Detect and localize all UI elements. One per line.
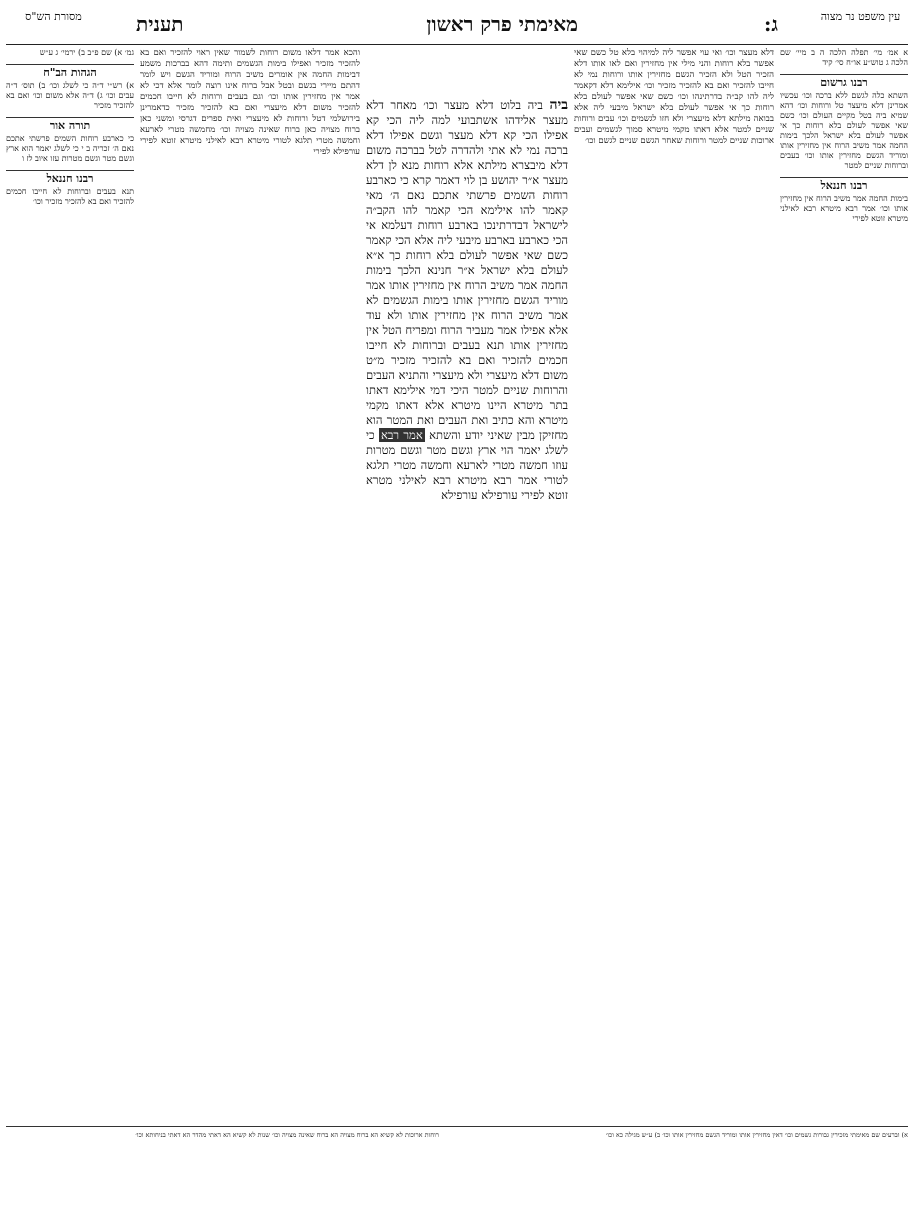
ein-mishpat-label: עין משפט נר מצוה [820,10,901,23]
center-block [140,48,774,1118]
perek-title: מאימתי פרק ראשון [426,12,578,36]
hagahot-habach-text: א) רש״י ד״ה כי לשלג וכו׳ ב) תוס׳ ד״ה עבים וכו׳ ג) ד״ה אלא משום וכו׳ ואם בא להזכיר מזכיר [6,81,134,110]
right-margin [780,48,908,1118]
rabbenu-gershom-title: רבנו גרשום [780,74,908,88]
ein-mishpat-text: א אמ׳ מי׳ תפלה הלכה ה ב מיי׳ שם הלכה ג טוש״ע או״ח סי׳ קיד [780,48,908,67]
masechet-title: תענית [136,12,184,36]
gemara-text [366,98,568,503]
gemara-lead-word: ביה [549,97,568,113]
gemara-body-after: כי לשלג יאמר הוי ארץ וגשם מטר וגשם מטרות עוזו חמשה מטרי לארעא וחמשה מטרי תלגא לטורי אמר רבא מיטרא רבא לאילני מטרא זוטא לפירי עורפילא [366,428,568,502]
hagahot-habach-title: הגהות הב"ח [6,64,134,78]
rabbenu-gershom-text: השתא כלה לגשם ללא ברכה וכו׳ עכשיו אמרינן דלא מיעצר טל ורוחות וכו׳ דהא שמיא ביה בטל מקיים העולם וכו׳ כשם שאי אפשר לעולם בלא רוחות כך אי אפשר לעולם בלא ישראל הלכך בימות החמה אמר משיב הרוח אין מחזירין אותו ומוריד הגשם מחזירין אותו וכו׳ בעבים וברוחות שניים למטר [780,91,908,170]
tosafot-commentary [140,48,360,1048]
torah-or-title: תורה אור [6,117,134,131]
rashi-commentary [574,48,774,1048]
gemara-closing: עורפילא [441,488,478,502]
rabbenu-chananel-title-left: רבנו חננאל [6,170,134,184]
gemara-highlight: אמר רבא [380,428,423,442]
rabbenu-chananel-text-left: תנא בעבים וברוחות לא חייבו חכמים להזכיר ואם בא להזכיר מזכיר וכו׳ [6,187,134,206]
rabbenu-chananel-text-right: בימות החמה אמר משיב הרוח אין מחזירין אותו וכו׳ אמר רבא מיטרא רבא לאילני מיטרא זוטא לפירי [780,194,908,223]
tosafot-text: והכא אמר דלאו משום רוחות לשמור שאין ראוי להזכיר ואם בא להזכיר מזכיר ואפילו בימות הגשמים ותימה דהא בברכות משמע דבימות החמה אין אומרים משיב הרוח ומוריד הגשם ויש לומר דהתם מיירי בגשם ובטל אבל ברוח אינו רוצה לומר אלא דכי לא אמר אין מחזירין אותו וכו׳ וגם בעבים ורוחות לא חייבו חכמים להזכיר משום דלא מיעצרי ואם בא להזכיר מזכיר כדאמרינן בירושלמי דטל ורוחות לא מיעצרי ואית ספרים דגרסי ומשני כאן ברוח מצויה כאן ברוח שאינה מצויה וכו׳ מחמשה מטרי לארעא וחמשה מטרי תלגא לטורי מיטרא רבא לאילני מיטרא זוטא לפירי עורפילא לפירי [140,48,360,157]
rabbenu-chananel-title-right: רבנו חננאל [780,177,908,191]
torah-or-text: כי כארבע רוחות השמים פרשתי אתכם נאם ה׳ זכריה ב י כי לשלג יאמר הוא ארץ וגשם מטר וגשם מטרות עזו איוב לז ו [6,134,134,163]
masoret-text: גמ׳ א) שם פ״ב ב) ירמי׳ ג ע״ש [39,48,134,57]
masoret-label: מסורת הש"ס [25,10,82,23]
page-footer [6,1126,908,1207]
page-header [6,6,908,45]
gemara-body-before: ביה בלוט דלא מעצר וכו׳ מאחר דלא מעצר אלידהו אשתבועי למה ליה הכי קא אפילו הכי קא דלא מעצר וגשם אפילו דלא ברכה נמי לא אתי ולהדרה לטל בברכה משום דלא מיבצרא מילתא אלא רוחות מנא לן דלא מעצר א״ר יהושע בן לוי דאמר קרא כי כארבע רוחות השמים פרשתי אתכם נאם ה׳ מאי קאמר להו אילימא הכי קאמר להו הקב״ה לישראל דבדרתינכו בארבע רוחות דעלמא אי הכי כארבע בארבע מיבעי ליה אלא הכי קאמר כשם שאי אפשר לעולם בלא רוחות כך א״א לעולם בלא ישראל א״ר חנינא הלכך בימות החמה אמר משיב הרוח אין מחזירין אותו אמר מוריד הגשם מחזירין אותו בימות הגשמים לא אמר משיב הרוח אין מחזירין אותו ולא עוד אלא אפילו אמר מעביר הרוח ומפריח הטל אין מחזירין אותו תנא בעבים וברוחות לא חייבו חכמים להזכיר ואם בא להזכיר מזכיר מ״ט משום דלא מיעצרי ולא מיעצרי והתניא העבים והרוחות שניים למטר היכי דמי אילימא דאתו בתר מיטרא היינו מיטרא אלא דאתו מקמי מיטרא והא כתיב ואת העבים ואת המטר הוא מחזיקן מבין שאיני יודע והשתא [366,98,569,442]
footer-notes-left: רוחות ארוכות לא קשיא הא ברוח מצויה הא ברוח שאינה מצויה וכו׳ שנות לא קשיא הא דאתי מהדר הא דאתי בניחותא וכו׳ [135,1131,439,1139]
daf-number: ג: [764,12,778,36]
rashi-text: דלא מעצר וכו׳ ואי עוי אפשר ליה למיהוי בלא טל כשם שאי אפשר בלא רוחות והני מילי אין מחזירין ואם לאו אותו דלא הזכיר הטל ולא הזכיר הגשם מחזירין אותו ורוחות נמי לא חייבו להזכיר ואם בא להזכיר מזכיר וכו׳ אילימא דלא דקאמר ליה להו קב״ה בדרתינהו וכו׳ כשם שאי אפשר לעולם בלא רוחות כך אי אפשר לעולם בלא ישראל מיבעי ליה אלא בבואה מילתא דלא מיעצרי ולא חזו לגשמים וכו׳ עבים ורוחות שניים למטר אלא דאתו מקמי מיטרא סמוך לגשמים ועבים ארוכות שניים למטר ורוחות שאחר הגשם שניים לגשם וכו׳ [574,48,774,146]
talmud-page [6,6,908,1206]
left-margin [6,48,134,1118]
footer-notes-right: א) וברעים שם מאימתי מזכירין גבורות גשמים וכו׳ דאין מחזירין אותו ומוריד הגשם מחזירין אותו וכו׳ ב) ע״ש מגילה כא וכו׳ [605,1131,908,1139]
